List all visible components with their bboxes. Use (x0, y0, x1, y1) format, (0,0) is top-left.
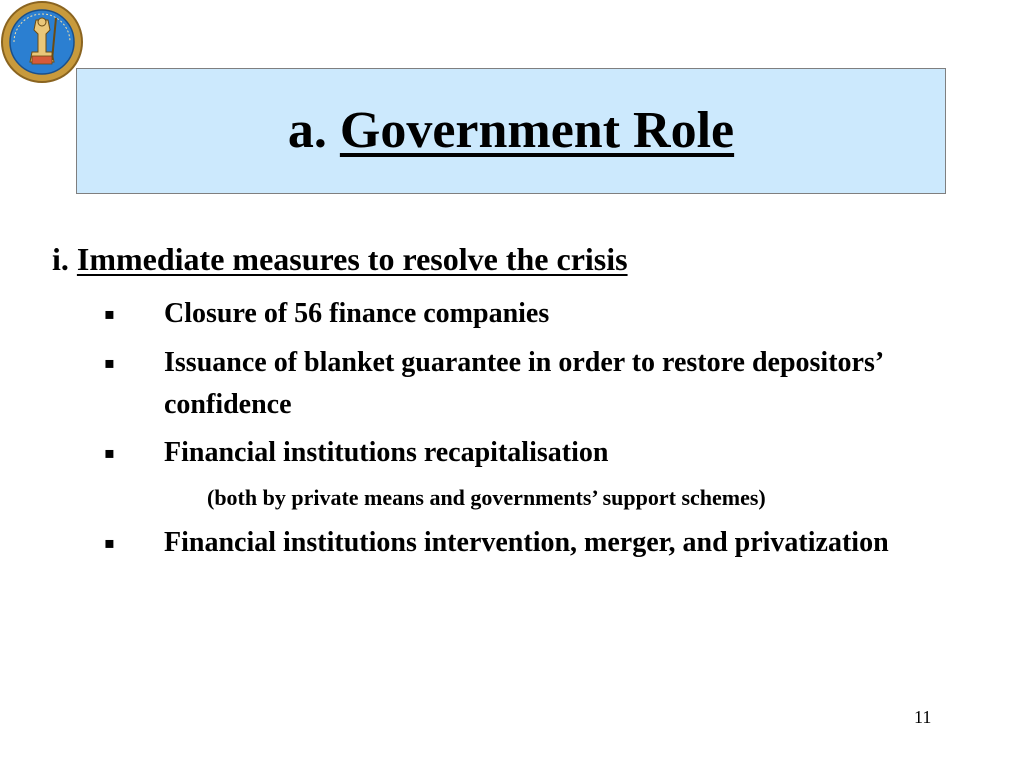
bullet-marker-icon: ▪ (104, 353, 115, 372)
section-title: Immediate measures to resolve the crisis (76, 241, 628, 277)
sub-note: (both by private means and governments’ support schemes) (207, 485, 766, 510)
section-heading (52, 240, 628, 278)
page-number: 11 (914, 707, 932, 727)
bank-seal-icon (0, 0, 84, 84)
title-box (76, 68, 946, 194)
bullet-text: Closure of 56 finance companies (164, 298, 550, 329)
bullet-text: Issuance of blanket guarantee in order to restore depositors’ confidence (164, 347, 883, 420)
bullet-marker-icon: ▪ (104, 443, 115, 462)
bullet-marker-icon: ▪ (104, 304, 115, 323)
bullet-marker-icon: ▪ (104, 533, 115, 552)
page-title (287, 102, 735, 159)
title-prefix: a. (287, 102, 340, 159)
bullet-text: Financial institutions recapitalisation (164, 437, 609, 468)
bullet-text: Financial institutions intervention, merger, and privatization (164, 527, 889, 558)
section-prefix: i. (52, 241, 77, 277)
title-underlined: Government Role (339, 102, 735, 159)
